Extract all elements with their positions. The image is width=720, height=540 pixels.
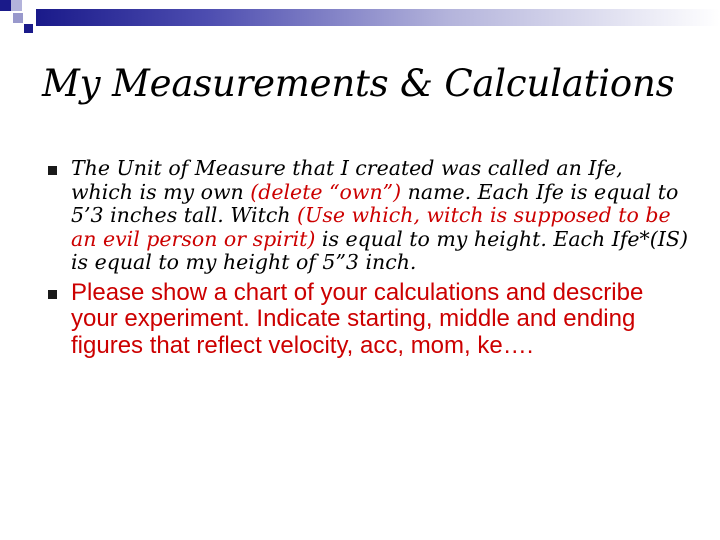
bullet-2-text: Please show a chart of your calculations and describe your experiment. Indicate starting, middle and ending figures that reflect velocity, acc, mom, ke…. — [71, 278, 644, 359]
slide-title: My Measurements & Calculations — [42, 62, 675, 105]
bullet-1-correction-note-2: (Use which, witch is supposed to be an evil person or spirit) — [71, 203, 671, 251]
bullet-1-text-part-3: is equal to my height. Each Ife*(IS) is equal to my height of 5”3 inch. — [71, 226, 688, 275]
corner-square-dark — [0, 0, 11, 11]
title-banner-gradient — [36, 9, 720, 26]
bullet-1-correction-note-1: (delete “own”) — [250, 179, 402, 204]
bullet-1-text-part-2: name. Each Ife is equal to 5’3 inches tall. Witch — [71, 179, 679, 228]
corner-square-light — [11, 0, 22, 11]
bullet-list — [40, 157, 690, 359]
bullet-item-unit-description — [40, 157, 690, 275]
bullet-1-text-part-1: The Unit of Measure that I created was called an Ife, which is my own — [71, 156, 623, 204]
bullet-square-icon — [48, 290, 57, 299]
bullet-square-icon — [48, 166, 57, 175]
corner-square-mid — [13, 13, 23, 23]
bullet-item-chart-request — [40, 280, 690, 360]
corner-square-accent — [24, 24, 33, 33]
